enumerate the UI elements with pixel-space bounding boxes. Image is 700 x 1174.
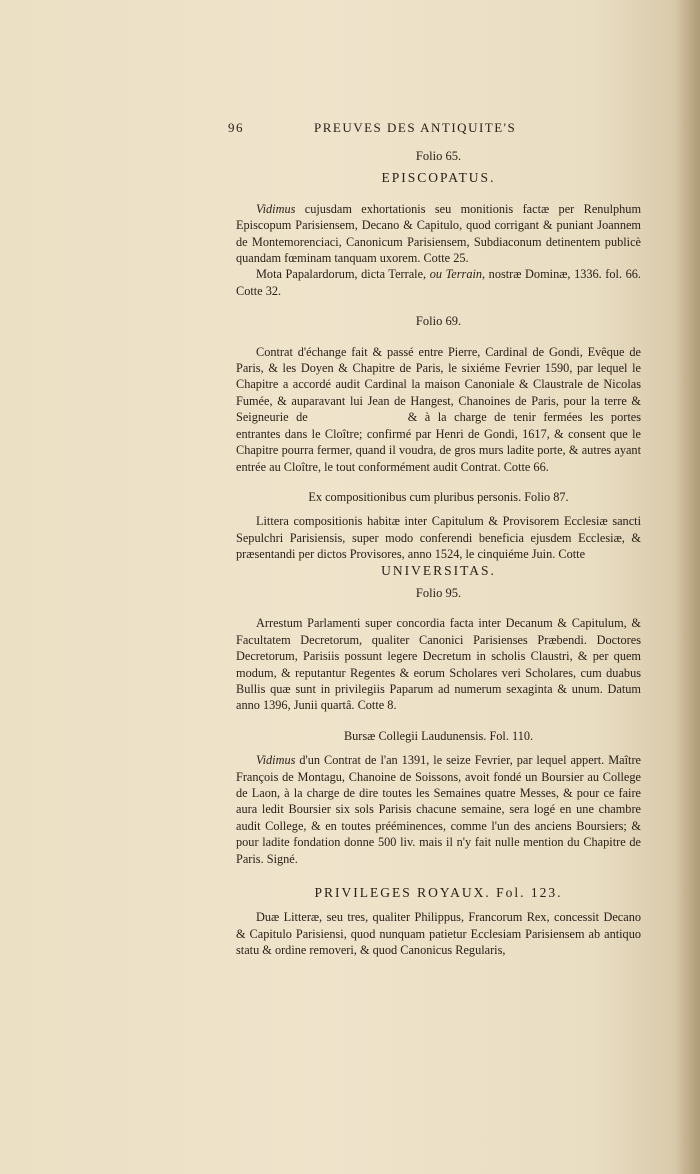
paragraph-vidimus-contrat — [236, 752, 641, 867]
paragraph-text: Mota Papalardorum, dicta Terrale, — [256, 267, 427, 282]
section-title-privileges-royaux: PRIVILEGES ROYAUX. Fol. 123. — [314, 885, 563, 901]
paragraph-vidimus-exhortationis — [236, 201, 641, 267]
section-title-episcopatus: EPISCOPATUS. — [381, 170, 496, 186]
paragraph-text: & à la charge de tenir fermées les portes entrantes dans le Cloître; confirmé par Henri de Gondi, 1617, & consent que le Chapitre pourra fermer, quand il voudra, de gros murs ladite porte, & autres ayant entrée au Cloître, le tout conformément audit Contrat. Cotte 66. — [236, 410, 641, 474]
page-number: 96 — [228, 120, 244, 135]
folio-65: Folio 65. — [415, 149, 462, 163]
paragraph-text: cujusdam exhortationis seu monitionis factæ per Renulphum Episcopum Parisiensem, Decano & Capitulo, quod corrigant & puniant Joannem de Montemorenciaci, Canonicum Parisiensem, Subdiaconum detinentem publicè quandam fœminam tanquam uxorem. Cotte 25. — [236, 201, 642, 266]
folio-69: Folio 69. — [415, 314, 462, 329]
running-header — [228, 120, 641, 142]
paragraph-text: Contrat d'échange fait & passé entre Pierre, Cardinal de Gondi, Evêque de Paris, & les Doyen & Chapitre de Paris, le sixiéme Fevrier 1590, par lequel le Chapitre a accordé audit Cardinal la maison Canoniale & Claustrale de Nicolas Fumée, & auparavant lui Jean de Hangest, Chanoines de Paris, pour la terre & Seigneurie de — [236, 344, 641, 425]
paragraph-text: d'un Contrat de l'an 1391, le seize Fevrier, par lequel appert. Maître François de Montagu, Chanoine de Soissons, avoit fondé un Boursier au College de Laon, à la charge de dire toutes les Semaines quatre Messes, & pour ce faire aura ledit Boursier six sols Parisis chacune semaine, sera logé en une chambre audit College, & en toutes prééminences, comme l'un des anciens Boursiers; & pour ladite fondation donne 500 liv. mais il n'y fait nulle mention du Chapitre de Paris. Signé. — [236, 753, 641, 866]
italic-vidimus: Vidimus — [256, 201, 296, 216]
italic-ou-terrain: ou Terrain — [429, 267, 483, 282]
paragraph-contrat-echange — [236, 344, 641, 475]
heading-ex-compositionibus: Ex compositionibus cum pluribus personis. Folio 87. — [308, 489, 569, 504]
folio-95: Folio 95. — [415, 585, 462, 600]
paragraph-mota-papalardorum — [236, 266, 641, 299]
running-title: PREUVES DES ANTIQUITE'S — [314, 120, 517, 135]
italic-vidimus: Vidimus — [256, 753, 296, 768]
heading-bursae-collegii: Bursæ Collegii Laudunensis. Fol. 110. — [343, 728, 534, 743]
paragraph-arrestum-parlamenti: Arrestum Parlamenti super concordia facta inter Decanum & Capitulum, & Facultatem Decretorum, qualiter Canonici Parisienses Præbendi. Doctores Decretorum, Parisiis possunt legere Decretum in scholis Claustri, & per quem modum, & reputantur Regentes & eorum Scholares veri Scholares, cum duabus Bullis quæ sunt in privilegiis Paparum ad numerum sexaginta & unum. Datum anno 1396, Junii quartâ. Cotte 8. — [236, 616, 641, 713]
paragraph-duae-litterae: Duæ Litteræ, seu tres, qualiter Philippus, Francorum Rex, concessit Decano & Capitulo Parisiensi, quod nunquam patietur Ecclesiam Parisiensem ab antiquo statu & ordine removeri, & quod Canonicus Regularis, — [236, 910, 641, 958]
paragraph-text: , nostræ Dominæ, 1336. fol. 66. Cotte 32. — [236, 267, 641, 298]
section-title-universitas: UNIVERSITAS. — [381, 562, 496, 578]
page-text — [228, 120, 642, 959]
page-gutter-shadow — [674, 0, 700, 1174]
paragraph-littera-compositionis: Littera compositionis habitæ inter Capitulum & Provisorem Ecclesiæ sancti Sepulchri Parisiensis, super modo conferendi beneficia ejusdem Ecclesiæ, & præsentandi per dictos Provisores, anno 1524, le cinquiéme Juin. Cotte — [236, 514, 641, 562]
